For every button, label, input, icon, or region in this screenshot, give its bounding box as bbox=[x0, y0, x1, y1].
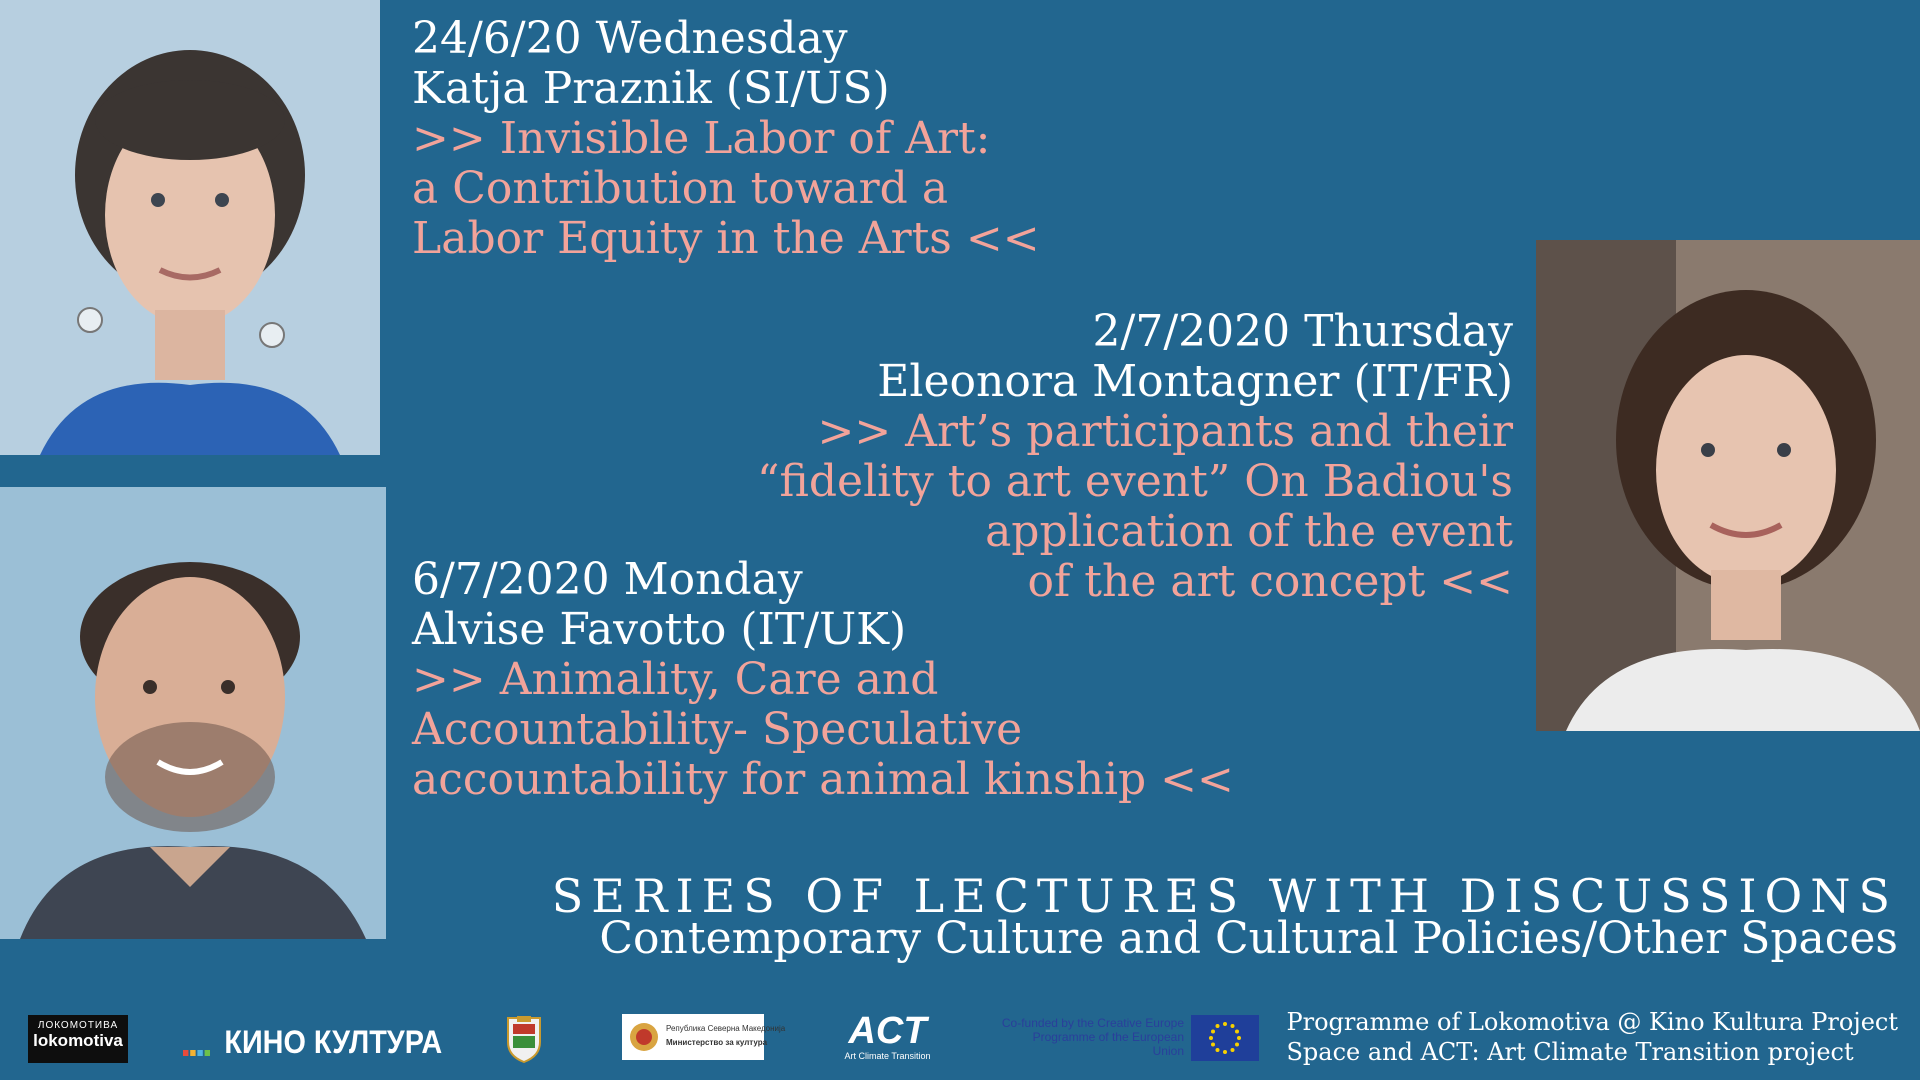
lecture-speaker: Eleonora Montagner (IT/FR) bbox=[877, 356, 1513, 407]
programme-credits bbox=[1286, 1007, 1898, 1067]
act-logo bbox=[840, 1012, 935, 1064]
ministry-of-culture-logo bbox=[622, 1014, 786, 1060]
lokomotiva-logo-small-text: ЛОКОМОТИВА bbox=[37, 1020, 119, 1031]
lecture-speaker: Katja Praznik (SI/US) bbox=[412, 63, 890, 114]
lecture-date: 2/7/2020 Thursday bbox=[1092, 306, 1513, 357]
series-subheading: Contemporary Culture and Cultural Policies/Other Spaces bbox=[599, 913, 1898, 964]
lecture-title-line: application of the event bbox=[985, 506, 1513, 557]
lecture-speaker: Alvise Favotto (IT/UK) bbox=[412, 604, 907, 655]
portrait-katja-praznik bbox=[0, 0, 380, 455]
lecture-title-line: Labor Equity in the Arts << bbox=[412, 213, 1040, 264]
series-heading: SERIES OF LECTURES WITH DISCUSSIONS bbox=[551, 869, 1898, 923]
lokomotiva-logo-text: lokomotiva bbox=[33, 1031, 123, 1050]
programme-line-1: Programme of Lokomotiva @ Kino Kultura Project bbox=[1286, 1008, 1898, 1036]
lecture-title-line: accountability for animal kinship << bbox=[412, 754, 1234, 805]
lecture-title-line: >> Invisible Labor of Art: bbox=[412, 113, 991, 164]
lecture-title-line: a Contribution toward a bbox=[412, 163, 949, 214]
lecture-katja bbox=[412, 14, 1040, 264]
lecture-title-line: Accountability- Speculative bbox=[412, 704, 1023, 755]
kino-dots-icon bbox=[183, 1027, 212, 1064]
lecture-alvise bbox=[412, 555, 1234, 805]
ministry-line-2: Министерство за култура bbox=[666, 1038, 768, 1047]
lecture-title-line: of the art concept << bbox=[1027, 556, 1513, 607]
eu-flag-icon bbox=[1191, 1015, 1259, 1061]
ministry-line-1: Република Северна Македонија bbox=[666, 1024, 786, 1033]
lokomotiva-logo bbox=[28, 1015, 128, 1063]
lecture-title-line: >> Animality, Care and bbox=[412, 654, 939, 705]
act-logo-subtext: Art Climate Transition bbox=[844, 1051, 931, 1061]
portrait-eleonora-montagner bbox=[1536, 240, 1920, 731]
lecture-date: 24/6/20 Wednesday bbox=[412, 13, 848, 64]
eu-cofunded-text: Co-funded by the Creative Europe Programme of the European Union bbox=[1001, 1016, 1184, 1058]
lecture-title-line: >> Art’s participants and their bbox=[817, 406, 1513, 457]
municipality-crest-icon bbox=[505, 1014, 543, 1064]
kino-kultura-text: КИНО КУЛТУРА bbox=[224, 1024, 443, 1060]
lecture-date: 6/7/2020 Monday bbox=[412, 554, 803, 605]
portrait-alvise-favotto bbox=[0, 487, 386, 939]
lecture-title-line: “fidelity to art event” On Badiou's bbox=[757, 456, 1513, 507]
act-logo-text: ACT bbox=[848, 1010, 927, 1052]
programme-line-2: Space and ACT: Art Climate Transition project bbox=[1286, 1038, 1854, 1066]
